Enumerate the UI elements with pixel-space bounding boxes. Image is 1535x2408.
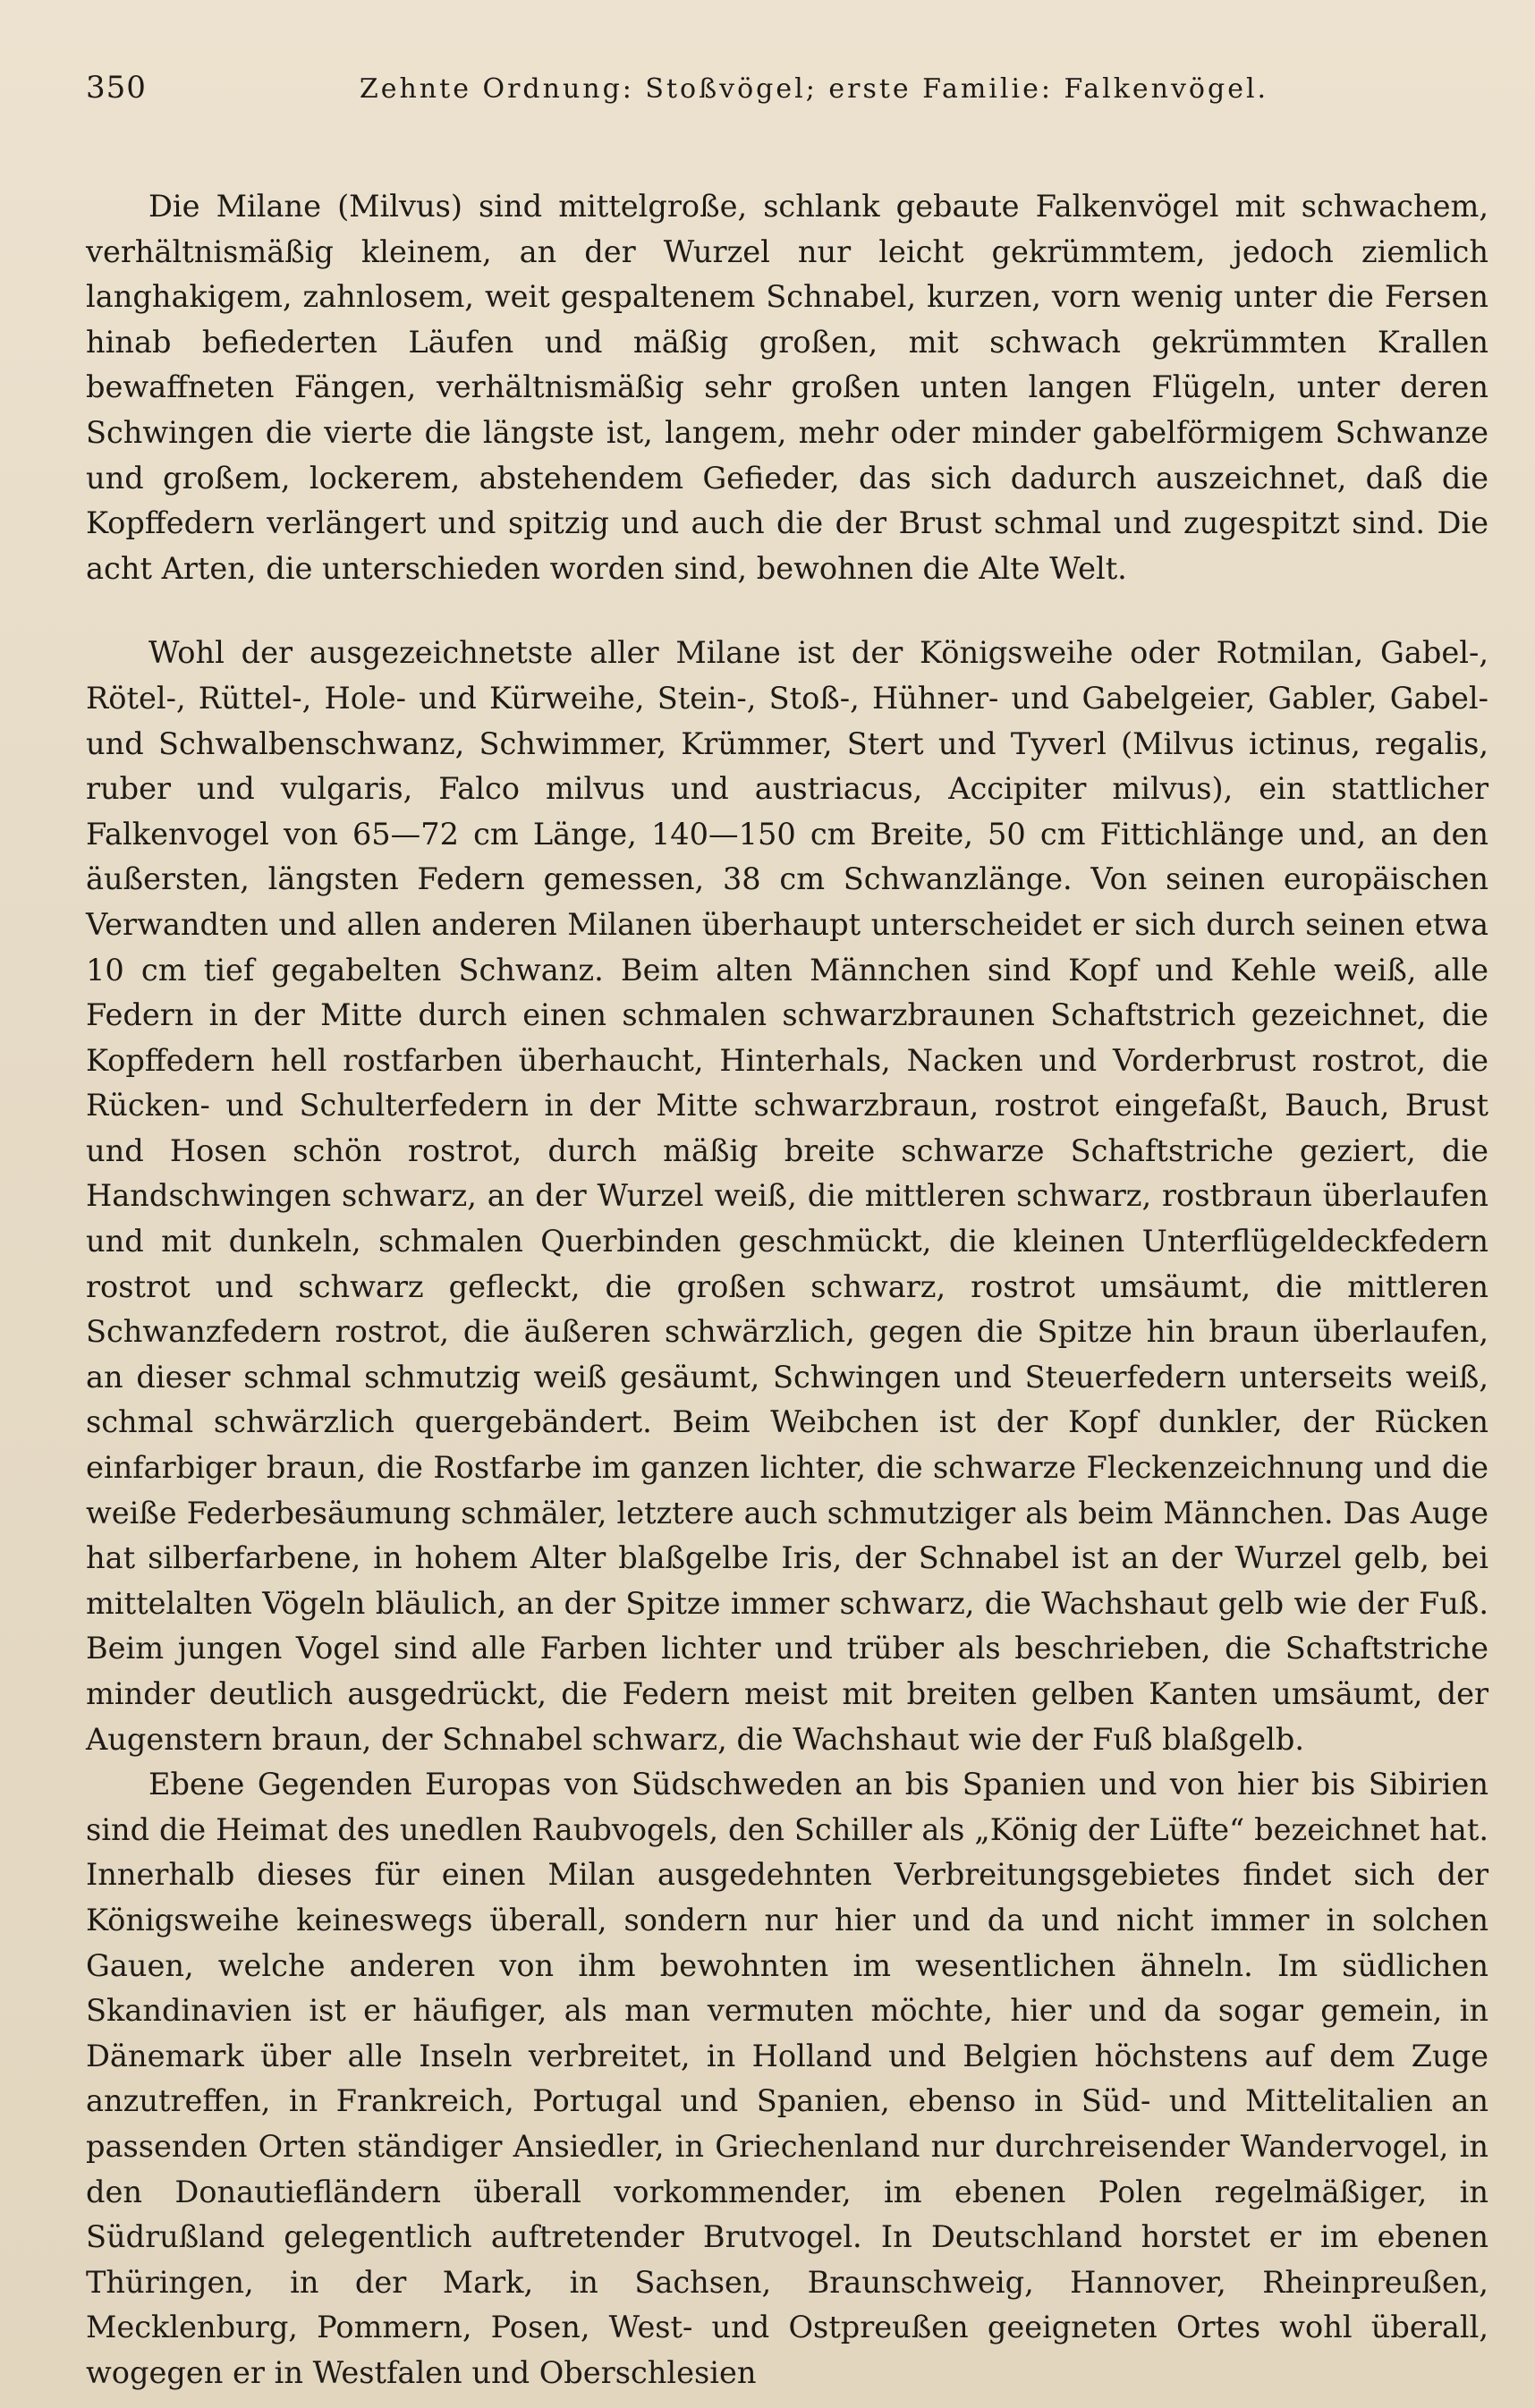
running-head: Zehnte Ordnung: Stoßvögel; erste Familie: Falkenvögel. — [359, 73, 1269, 105]
paragraph-distribution: Ebene Gegenden Europas von Südschweden an bis Spanien und von hier bis Sibirien sind die Heimat des unedlen Raubvogels, den Schiller als „König der Lüfte“ bezeichnet hat. Innerhalb dieses für einen Milan ausgedehnten Verbreitungsgebietes findet sich der Königsweihe keineswegs überall, sondern nur hier und da und nicht immer in solchen Gauen, welche anderen von ihm bewohnten im wesentlichen ähneln. Im südlichen Skandinavien ist er häufiger, als man vermuten möchte, hier und da sogar gemein, in Dänemark über alle Inseln verbreitet, in Holland und Belgien höchstens auf dem Zuge anzutreffen, in Frankreich, Portugal und Spanien, ebenso in Süd- und Mittelitalien an passenden Orten ständiger Ansiedler, in Griechenland nur durchreisender Wandervogel, in den Donautiefländern überall vorkommender, im ebenen Polen regelmäßiger, in Südrußland gelegentlich auftretender Brutvogel. In Deutschland horstet er im ebenen Thüringen, in der Mark, in Sachsen, Braunschweig, Hannover, Rheinpreußen, Mecklenburg, Pommern, Posen, West- und Ostpreußen geeigneten Ortes wohl überall, wogegen er in Westfalen und Oberschlesien — [86, 1767, 1488, 2390]
paragraph-koenigsweihe-description: Wohl der ausgezeichnetste aller Milane ist der Königsweihe oder Rotmilan, Gabel-, Rötel-, Rüttel-, Hole- und Kürweihe, Stein-, Stoß-, Hühner- und Gabelgeier, Gabler, Gabel- und Schwalbenschwanz, Schwimmer, Krümmer, Stert und Tyverl (Milvus ictinus, regalis, ruber und vulgaris, Falco milvus und austriacus, Accipiter milvus), ein stattlicher Falkenvogel von 65—72 cm Länge, 140—150 cm Breite, 50 cm Fittichlänge und, an den äußersten, längsten Federn gemessen, 38 cm Schwanzlänge. Von seinen europäischen Verwandten und allen anderen Milanen überhaupt unterscheidet er sich durch seinen etwa 10 cm tief gegabelten Schwanz. Beim alten Männchen sind Kopf und Kehle weiß, alle Federn in der Mitte durch einen schmalen schwarzbraunen Schaftstrich gezeichnet, die Kopffedern hell rostfarben überhaucht, Hinterhals, Nacken und Vorderbrust rostrot, die Rücken- und Schulterfedern in der Mitte schwarzbraun, rostrot eingefaßt, Bauch, Brust und Hosen schön rostrot, durch mäßig breite schwarze Schaftstriche geziert, die Handschwingen schwarz, an der Wurzel weiß, die mittleren schwarz, rostbraun überlaufen und mit dunkeln, schmalen Querbinden geschmückt, die kleinen Unterflügeldeckfedern rostrot und schwarz gefleckt, die großen schwarz, rostrot umsäumt, die mittleren Schwanzfedern rostrot, die äußeren schwärzlich, gegen die Spitze hin braun überlaufen, an dieser schmal schmutzig weiß gesäumt, Schwingen und Steuerfedern unterseits weiß, schmal schwärzlich quergebändert. Beim Weibchen ist der Kopf dunkler, der Rücken einfarbiger braun, die Rostfarbe im ganzen lichter, die schwarze Fleckenzeichnung und die weiße Federbesäumung schmäler, letztere auch schmutziger als beim Männchen. Das Auge hat silberfarbene, in hohem Alter blaßgelbe Iris, der Schnabel ist an der Wurzel gelb, bei mittelalten Vögeln bläulich, an der Spitze immer schwarz, die Wachshaut gelb wie der Fuß. Beim jungen Vogel sind alle Farben lichter und trüber als beschrieben, die Schaftstriche minder deutlich ausgedrückt, die Federn meist mit breiten gelben Kanten umsäumt, der Augenstern braun, der Schnabel schwarz, die Wachshaut wie der Fuß blaßgelb. — [86, 635, 1488, 1757]
body-text — [86, 184, 1488, 2396]
page-header — [86, 70, 1488, 132]
page-number: 350 — [86, 70, 147, 106]
paragraph-milane-genus: Die Milane (Milvus) sind mittelgroße, schlank gebaute Falkenvögel mit schwachem, verhältnismäßig kleinem, an der Wurzel nur leicht gekrümmtem, jedoch ziemlich langhakigem, zahnlosem, weit gespaltenem Schnabel, kurzen, vorn wenig unter die Fersen hinab befiederten Läufen und mäßig großen, mit schwach gekrümmten Krallen bewaffneten Fängen, verhältnismäßig sehr großen unten langen Flügeln, unter deren Schwingen die vierte die längste ist, langem, mehr oder minder gabelförmigem Schwanze und großem, lockerem, abstehendem Gefieder, das sich dadurch auszeichnet, daß die Kopffedern verlängert und spitzig und auch die der Brust schmal und zugespitzt sind. Die acht Arten, die unterschieden worden sind, bewohnen die Alte Welt. — [86, 189, 1488, 586]
